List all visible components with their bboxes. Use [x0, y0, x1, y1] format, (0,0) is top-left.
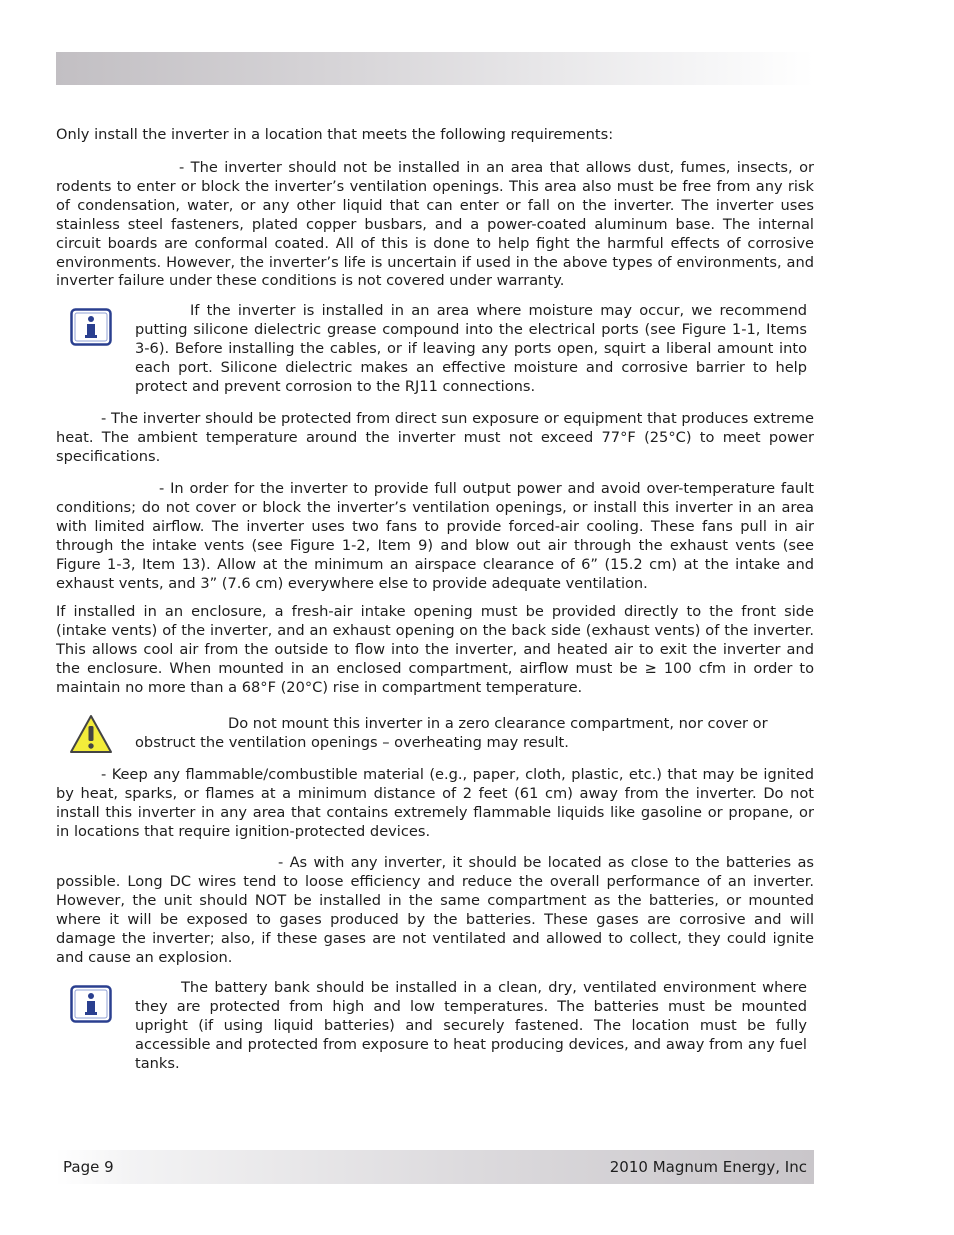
info-note-moisture: If the inverter is installed in an area where moisture may occur, we recommend putting silicone dielectric grease compound into the electrical ports (see Figure 1-1, Items 3-6). Before installing the cables, or if leaving any ports open, squirt a liberal amount into each port. Silicone dielectric makes an effective moisture and corrosive barrier to help protect and prevent corrosion to the RJ11 connections.	[135, 302, 807, 395]
clean-dry-paragraph: - The inverter should not be installed in an area that allows dust, fumes, insects, or rodents to enter or block the inverter’s ventilation openings. This area also must be free from any risk of condensation, water, or any other liquid that can enter or fall on the inverter. The inverter uses stainless steel fasteners, plated copper busbars, and a power-coated aluminum base. The internal circuit boards are conformal coated. All of this is done to help fight the harmful effects of corrosive environments. However, the inverter’s life is uncertain if used in the above types of environments, and inverter failure under these conditions is not covered under warranty.	[56, 159, 814, 290]
batteries-paragraph: - As with any inverter, it should be located as close to the batteries as possible. Long DC wires tend to loose efficiency and reduce the overall performance of an inverter. However, the unit should NOT be installed in the same compartment as the batteries, or mounted where it will be exposed to gases produced by the batteries. These gases are corrosive and will damage the inverter; also, if these gases are not ventilated and allowed to collect, they could ignite and cause an explosion.	[56, 854, 814, 966]
info-icon	[70, 308, 112, 350]
page-number: Page 9	[63, 1158, 114, 1176]
warning-note: Do not mount this inverter in a zero clearance compartment, nor cover or obstruct the ventilation openings – overheating may result.	[135, 715, 768, 751]
info-note-battery-bank: The battery bank should be installed in a clean, dry, ventilated environment where they are protected from high and low temperatures. The batteries must be mounted upright (if using liquid batteries) and securely fastened. The location must be fully accessible and protected from exposure to heat producing devices, and away from any fuel tanks.	[135, 979, 807, 1072]
copyright: 2010 Magnum Energy, Inc	[609, 1158, 807, 1176]
info-icon	[70, 985, 112, 1027]
safe-paragraph: - Keep any flammable/combustible material (e.g., paper, cloth, plastic, etc.) that may be ignited by heat, sparks, or flames at a minimum distance of 2 feet (61 cm) away from the inverter. Do not install this inverter in any area that contains extremely flammable liquids like gasoline or propane, or in locations that require ignition-protected devices.	[56, 766, 814, 840]
intro-text: Only install the inverter in a location that meets the following requirements:	[56, 126, 614, 143]
ventilated-paragraph: - In order for the inverter to provide full output power and avoid over-temperature fault conditions; do not cover or block the inverter’s ventilation openings, or install this inverter in an area with limited airflow. The inverter uses two fans to provide forced-air cooling. These fans pull in air through the intake vents (see Figure 1-2, Item 9) and blow out air through the exhaust vents (see Figure 1-3, Item 13). Allow at the minimum an airspace clearance of 6” (15.2 cm) at the intake and exhaust vents, and 3” (7.6 cm) everywhere else to provide adequate ventilation.	[56, 480, 814, 592]
footer-bar	[56, 1150, 814, 1184]
warning-icon	[69, 714, 113, 758]
cool-paragraph: - The inverter should be protected from direct sun exposure or equipment that produces extreme heat. The ambient temperature around the inverter must not exceed 77°F (25°C) to meet power specifications.	[56, 410, 814, 465]
enclosure-paragraph: If installed in an enclosure, a fresh-air intake opening must be provided directly to the front side (intake vents) of the inverter, and an exhaust opening on the back side (exhaust vents) of the inverter. This allows cool air from the outside to flow into the inverter, and heated air to exit the inverter and the enclosure. When mounted in an enclosed compartment, airflow must be ≥ 100 cfm in order to maintain no more than a 68°F (20°C) rise in compartment temperature.	[56, 603, 814, 696]
header-bar	[56, 52, 814, 85]
